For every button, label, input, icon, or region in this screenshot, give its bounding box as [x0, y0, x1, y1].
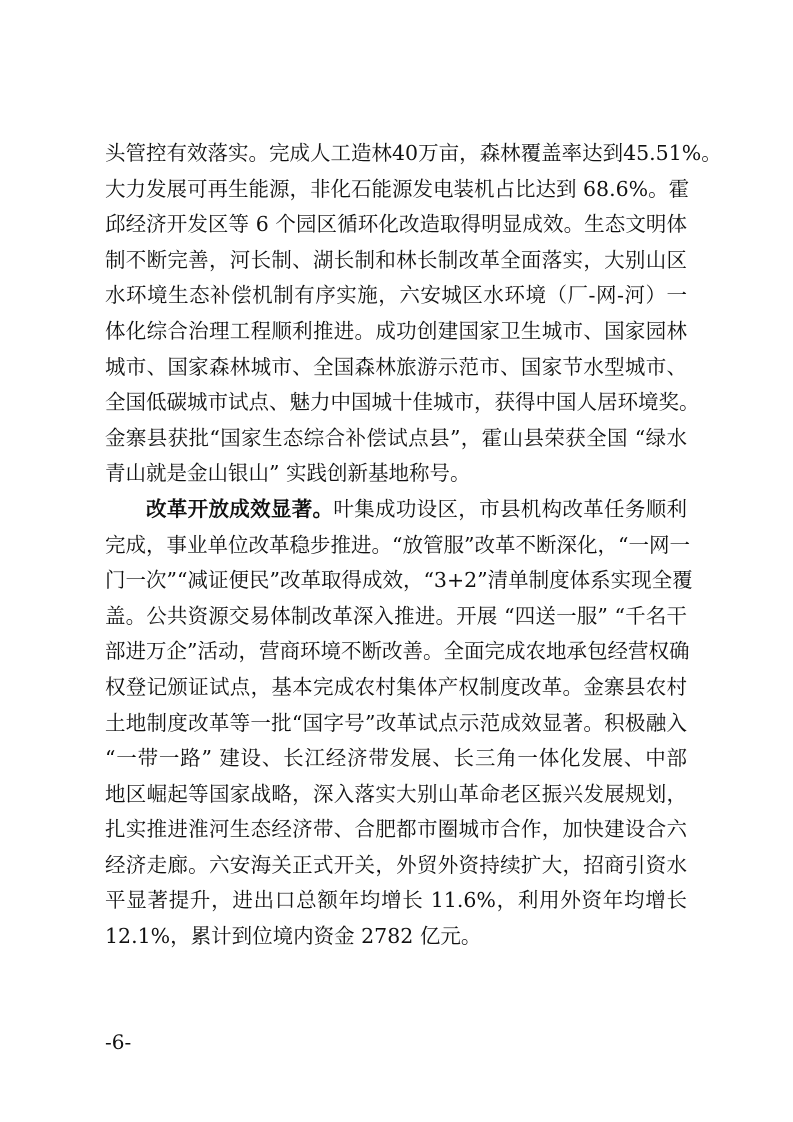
body-text	[105, 136, 722, 955]
text-line: “一带一路” 建设、长江经济带发展、长三角一体化发展、中部	[105, 746, 687, 771]
text-line: 邱经济开发区等 6 个园区循环化改造取得明显成效。生态文明体	[105, 212, 687, 237]
text-line: 全国低碳城市试点、魅力中国城十佳城市，获得中国人居环境奖。	[105, 390, 700, 415]
paragraph-ecology	[105, 136, 722, 492]
text-line: 金寨县获批“国家生态综合补偿试点县”，霍山县荣获全国 “绿水	[105, 425, 687, 450]
text-line: 水环境生态补偿机制有序实施，六安城区水环境（厂-网-河）一	[105, 283, 687, 308]
text-line: 地区崛起等国家战略，深入落实大别山革命老区振兴发展规划，	[105, 781, 687, 806]
text-line: 平显著提升，进出口总额年均增长 11.6%，利用外资年均增长	[105, 888, 687, 913]
text-line: 12.1%，累计到位境内资金 2782 亿元。	[105, 924, 482, 949]
paragraph-first-line-text: 叶集成功设区，市县机构改革任务顺利	[333, 496, 688, 521]
text-line: 土地制度改革等一批“国字号”改革试点示范成效显著。积极融入	[105, 710, 687, 735]
text-line: 头管控有效落实。完成人工造林40万亩，森林覆盖率达到45.51%。	[105, 141, 722, 165]
text-line: 部进万企”活动，营商环境不断改善。全面完成农地承包经营权确	[105, 639, 690, 664]
text-line: 扎实推进淮河生态经济带、合肥都市圈城市合作，加快建设合六	[105, 817, 687, 842]
text-line: 城市、国家森林城市、全国森林旅游示范市、国家节水型城市、	[105, 354, 687, 379]
text-line: 门一次”“减证便民”改革取得成效，“3+2”清单制度体系实现全覆	[105, 568, 693, 593]
text-line: 青山就是金山银山” 实践创新基地称号。	[105, 461, 471, 486]
text-line: 完成，事业单位改革稳步推进。“放管服”改革不断深化，“一网一	[105, 532, 690, 557]
page-number: -6-	[105, 1030, 132, 1054]
text-line: 制不断完善，河长制、湖长制和林长制改革全面落实，大别山区	[105, 247, 687, 272]
paragraph-reform	[105, 492, 693, 955]
text-line: 权登记颁证试点，基本完成农村集体产权制度改革。金寨县农村	[105, 674, 687, 699]
text-line: 大力发展可再生能源，非化石能源发电装机占比达到 68.6%。霍	[105, 176, 690, 201]
paragraph-heading: 改革开放成效显著。	[146, 496, 334, 521]
text-line: 盖。公共资源交易体制改革深入推进。开展 “四送一服” “千名干	[105, 603, 687, 628]
paragraph-first-line	[105, 492, 687, 528]
text-line: 体化综合治理工程顺利推进。成功创建国家卫生城市、国家园林	[105, 318, 687, 343]
text-line: 经济走廊。六安海关正式开关，外贸外资持续扩大，招商引资水	[105, 852, 687, 877]
